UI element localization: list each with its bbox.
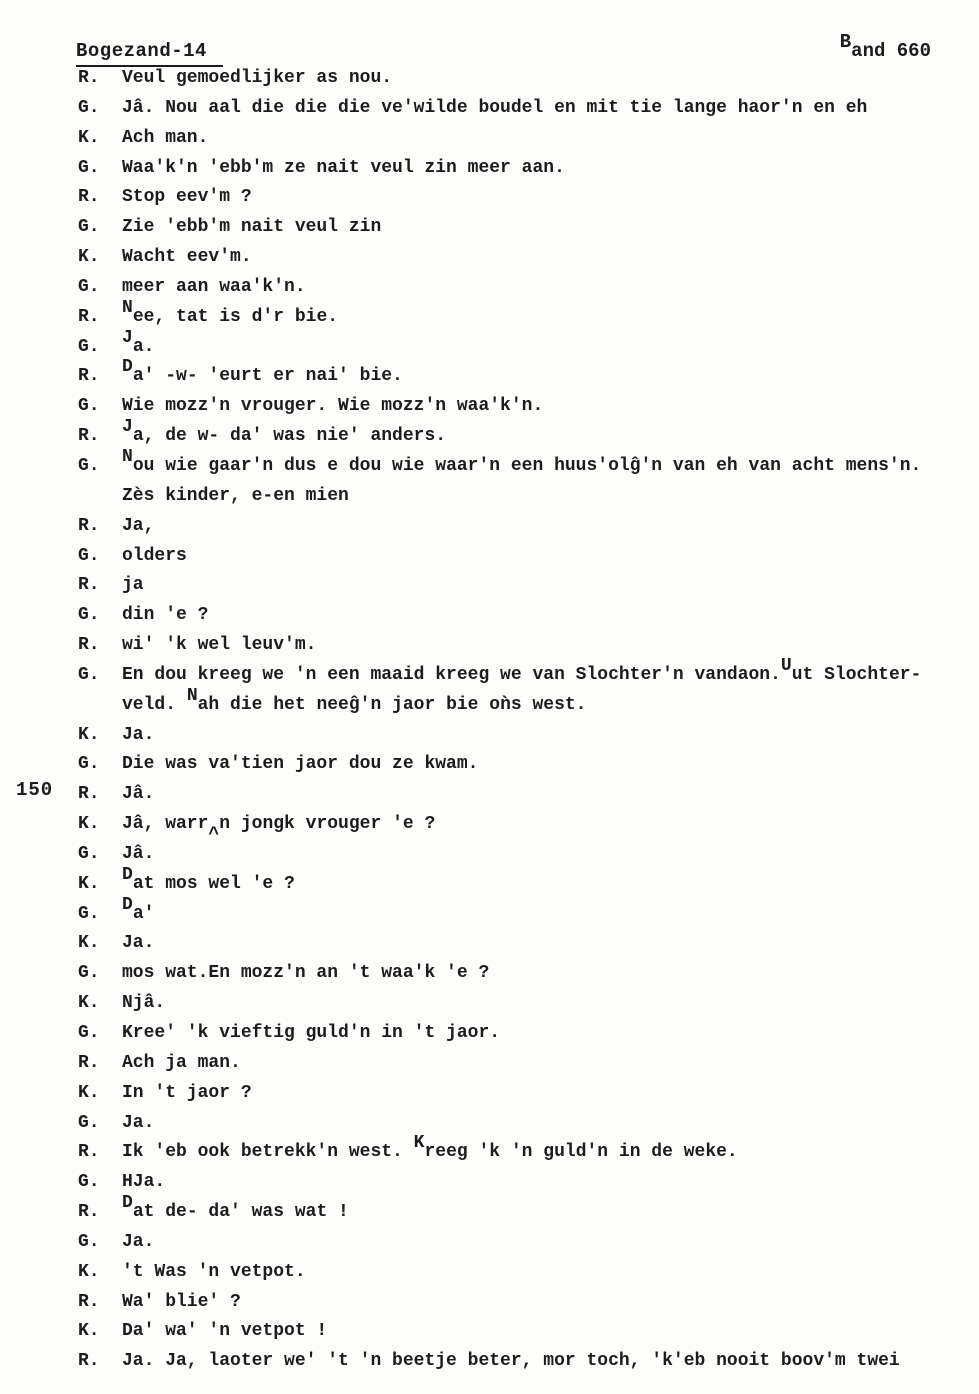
line-text: Jâ. Nou aal die die die ve'wilde boudel en mit tie lange haor'n en eh (122, 97, 868, 118)
speaker-label: G. (78, 336, 100, 357)
transcript-line (0, 482, 979, 512)
speaker-label (78, 482, 122, 512)
line-text: Ja, de w- da' was nie' anders. (122, 417, 447, 447)
speaker-label: G. (78, 605, 100, 626)
transcript-line (0, 446, 979, 482)
transcript-line (0, 64, 979, 94)
line-text: Ach man. (122, 127, 209, 148)
line-text: Waa'k'n 'ebb'm ze nait veul zin meer aan. (122, 157, 565, 178)
speaker-label: R. (78, 426, 100, 447)
speaker-label: G. (78, 963, 100, 984)
speaker-label: R. (78, 187, 100, 208)
transcript-line (0, 989, 979, 1019)
transcript-line (0, 780, 979, 810)
speaker-label: G. (78, 396, 100, 417)
line-text: Ja. (122, 1231, 155, 1252)
speaker-label: G. (78, 217, 100, 238)
line-text: Stop eev'm ? (122, 187, 252, 208)
speaker-label: R. (78, 1202, 100, 1223)
line-text: Ja. (122, 724, 155, 745)
line-text: olders (122, 545, 187, 566)
line-text: Da' wa' 'n vetpot ! (122, 1321, 328, 1342)
line-text: Kree' 'k vieftig guld'n in 't jaor. (122, 1023, 501, 1043)
band-number-rest: and 660 (851, 40, 931, 62)
line-text: Jâ. (122, 784, 155, 805)
speaker-label: R. (78, 575, 100, 596)
transcript-line (0, 601, 979, 631)
speaker-label: G. (78, 1172, 100, 1193)
transcript-line (0, 1019, 979, 1049)
speaker-label: R. (78, 68, 100, 88)
speaker-label: R. (78, 784, 100, 805)
line-text: 't Was 'n vetpot. (122, 1261, 306, 1282)
line-text: Wacht eev'm. (122, 247, 252, 268)
transcript-line (0, 297, 979, 333)
transcript-line (0, 124, 979, 154)
page-title: Bogezand-14 (76, 40, 223, 67)
transcript-line (0, 1133, 979, 1168)
transcript-line (0, 1228, 979, 1258)
speaker-label: K. (78, 127, 100, 148)
line-text: Jâ. (122, 843, 155, 864)
speaker-label: R. (78, 306, 100, 327)
transcript-line (0, 1109, 979, 1139)
line-text: Zès kinder, e-en mien (122, 485, 349, 506)
transcript-line (0, 1258, 979, 1288)
speaker-label: K. (78, 724, 100, 745)
speaker-label: K. (78, 993, 100, 1014)
speaker-label: G. (78, 1231, 100, 1252)
transcript-line (0, 631, 979, 661)
transcript-line (0, 959, 979, 989)
line-text: Nee, tat is d'r bie. (122, 297, 339, 327)
line-text: Da' (122, 894, 155, 924)
transcript-line (0, 571, 979, 601)
line-text: meer aan waa'k'n. (122, 276, 306, 297)
line-text: HJa. (122, 1172, 166, 1193)
speaker-label: G. (78, 157, 100, 178)
speaker-label: G. (78, 97, 100, 118)
transcript-line (0, 1288, 979, 1318)
speaker-label: K. (78, 247, 100, 268)
transcript-line (0, 357, 979, 392)
transcript-line (0, 243, 979, 273)
transcript-line (0, 840, 979, 870)
transcript-line (0, 1168, 979, 1198)
line-text: wi' 'k wel leuv'm. (122, 635, 317, 656)
transcript-line (0, 154, 979, 184)
margin-line-number: 150 (16, 779, 54, 801)
speaker-label: G. (78, 455, 100, 476)
line-text: In 't jaor ? (122, 1082, 252, 1103)
line-text: Ja, (122, 515, 155, 536)
transcript-line (0, 1193, 979, 1228)
speaker-label: G. (78, 754, 100, 775)
line-text: Dat mos wel 'e ? (122, 864, 295, 894)
line-text: Wa' blie' ? (122, 1291, 241, 1312)
line-text: Ik 'eb ook betrekk'n west. Kreeg 'k 'n guld'n in de weke. (122, 1133, 738, 1163)
line-text: En dou kreeg we 'n een maaid kreeg we van Slochter'n vandaon.Uut Slochter- (122, 655, 922, 685)
transcript (0, 64, 979, 1377)
speaker-label: G. (78, 1112, 100, 1133)
transcript-line (0, 512, 979, 542)
speaker-label: K. (78, 1321, 100, 1342)
speaker-label: K. (78, 933, 100, 954)
line-text: Da' -w- 'eurt er nai' bie. (122, 357, 403, 387)
speaker-label: G. (78, 664, 100, 685)
transcript-line (0, 750, 979, 780)
transcript-line (0, 1347, 979, 1377)
line-text: Ach ja man. (122, 1052, 241, 1073)
speaker-label: G. (78, 903, 100, 924)
transcript-line (0, 273, 979, 303)
speaker-label: R. (78, 515, 100, 536)
transcript-line (0, 417, 979, 452)
speaker-label: G. (78, 843, 100, 864)
transcript-line (0, 1079, 979, 1109)
transcript-line (0, 213, 979, 243)
speaker-label (78, 691, 122, 721)
line-text: Wie mozz'n vrouger. Wie mozz'n waa'k'n. (122, 396, 544, 417)
speaker-label: G. (78, 1023, 100, 1043)
line-text: Ja. (122, 1112, 155, 1133)
transcript-line (0, 392, 979, 422)
line-text: Ja. Ja, laoter we' 't 'n beetje beter, mor toch, 'k'eb nooit boov'm twei (122, 1351, 900, 1372)
transcript-line (0, 327, 979, 363)
transcript-line (0, 1317, 979, 1347)
transcript-line (0, 864, 979, 900)
line-text: Zie 'ebb'm nait veul zin (122, 217, 382, 238)
speaker-label: K. (78, 1261, 100, 1282)
speaker-label: R. (78, 1142, 100, 1163)
speaker-label: G. (78, 276, 100, 297)
transcript-line (0, 929, 979, 959)
transcript-line (0, 542, 979, 572)
line-text: ja (122, 575, 144, 596)
speaker-label: K. (78, 814, 100, 835)
line-text: veld. Nah die het neeĝ'n jaor bie oǹs west. (122, 685, 587, 715)
band-number-raised-letter: B (839, 31, 852, 53)
line-text: Ja. (122, 933, 155, 954)
line-text: Jâ, warr^n jongk vrouger 'e ? (122, 814, 436, 846)
line-text: Nou wie gaar'n dus e dou wie waar'n een huus'olĝ'n van eh van acht mens'n. (122, 446, 922, 476)
speaker-label: R. (78, 1052, 100, 1073)
speaker-label: R. (78, 635, 100, 656)
band-number (839, 31, 931, 62)
speaker-label: K. (78, 1082, 100, 1103)
transcript-line (0, 94, 979, 124)
line-text: Njâ. (122, 993, 166, 1014)
speaker-label: R. (78, 366, 100, 387)
speaker-label: G. (78, 545, 100, 566)
line-text: Die was va'tien jaor dou ze kwam. (122, 754, 479, 775)
transcript-line (0, 894, 979, 930)
transcript-line (0, 685, 979, 721)
line-text: Dat de- da' was wat ! (122, 1193, 349, 1223)
line-text: Ja. (122, 327, 155, 357)
line-text: Veul gemoedlijker as nou. (122, 68, 393, 88)
transcript-line (0, 655, 979, 691)
speaker-label: R. (78, 1291, 100, 1312)
line-text: mos wat.En mozz'n an 't waa'k 'e ? (122, 963, 490, 984)
transcript-line (0, 1049, 979, 1079)
transcript-line (0, 810, 979, 846)
transcript-line (0, 721, 979, 751)
speaker-label: R. (78, 1351, 100, 1372)
line-text: din 'e ? (122, 605, 209, 626)
transcript-line (0, 183, 979, 213)
speaker-label: K. (78, 873, 100, 894)
